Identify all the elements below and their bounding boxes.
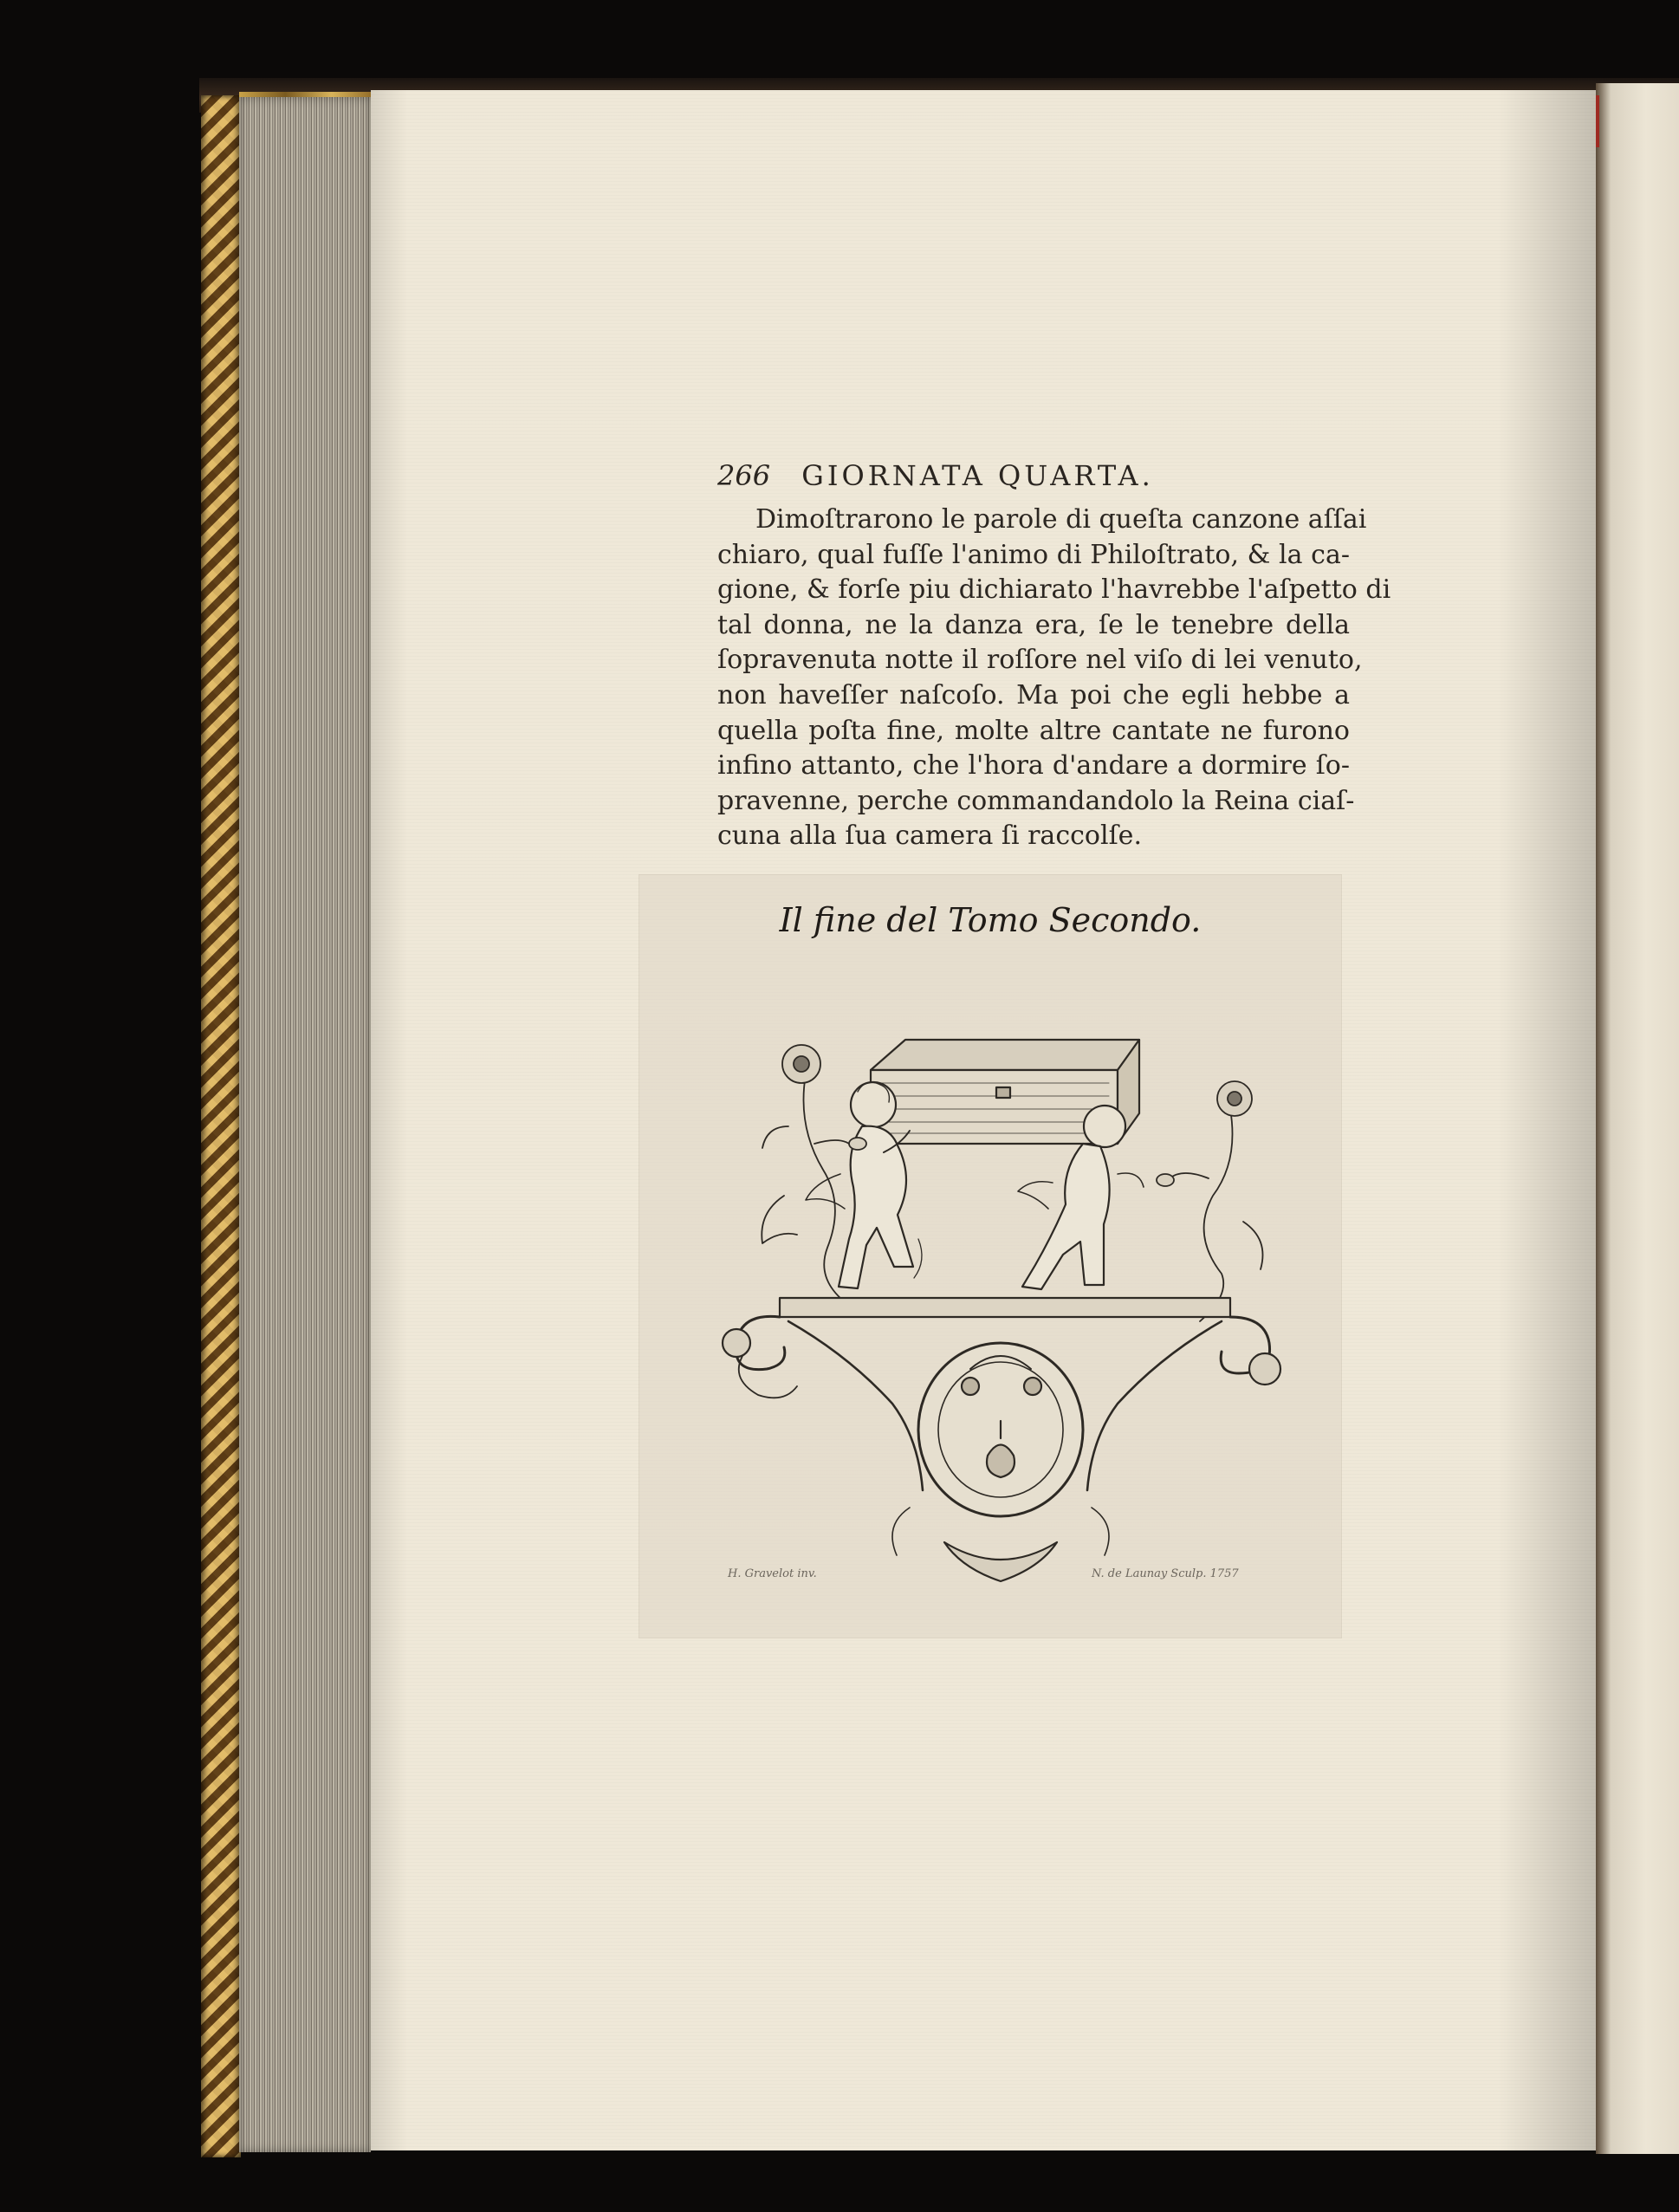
engraver-signature-left: H. Gravelot inv. bbox=[728, 1567, 817, 1580]
body-paragraph bbox=[717, 503, 1391, 854]
text-line: ſopravenuta notte il roſſore nel viſo di lei venuto, bbox=[717, 645, 1363, 676]
colophon: Il fine del Tomo Secondo. bbox=[779, 901, 1202, 939]
facing-page-edge bbox=[1596, 83, 1679, 2154]
rococo-cartouche bbox=[723, 1298, 1280, 1581]
text-line: chiaro, qual fuſſe l'animo di Philoſtrato, & la ca- bbox=[717, 539, 1350, 570]
text-line: Dimoſtrarono le parole di queſta canzone aſſai bbox=[755, 504, 1367, 535]
text-line: non haveſſer naſcoſo. Ma poi che egli hebbe a bbox=[717, 679, 1350, 710]
flower-branch-right bbox=[1157, 1081, 1263, 1321]
text-line: gione, & forſe piu dichiarato l'havrebbe l'aſpetto di bbox=[717, 574, 1391, 606]
page-edges bbox=[239, 97, 371, 2152]
text-line: pravenne, perche commandandolo la Reina ciaſ- bbox=[717, 785, 1355, 816]
text-line: infino attanto, che l'hora d'andare a dormire ſo- bbox=[717, 750, 1350, 782]
running-title: GIORNATA QUARTA. bbox=[801, 459, 1154, 492]
engraved-vignette bbox=[710, 1022, 1291, 1612]
text-line: tal donna, ne la danza era, ſe le tenebre della bbox=[717, 609, 1350, 640]
running-head bbox=[717, 459, 1324, 497]
engraver-signature-right: N. de Launay Sculp. 1757 bbox=[1092, 1567, 1239, 1580]
page-number: 266 bbox=[717, 459, 771, 492]
gilt-spine bbox=[201, 95, 241, 2157]
text-line: quella poſta fine, molte altre cantate ne furono bbox=[717, 715, 1350, 746]
text-line: cuna alla ſua camera ſi raccolſe. bbox=[717, 821, 1142, 852]
